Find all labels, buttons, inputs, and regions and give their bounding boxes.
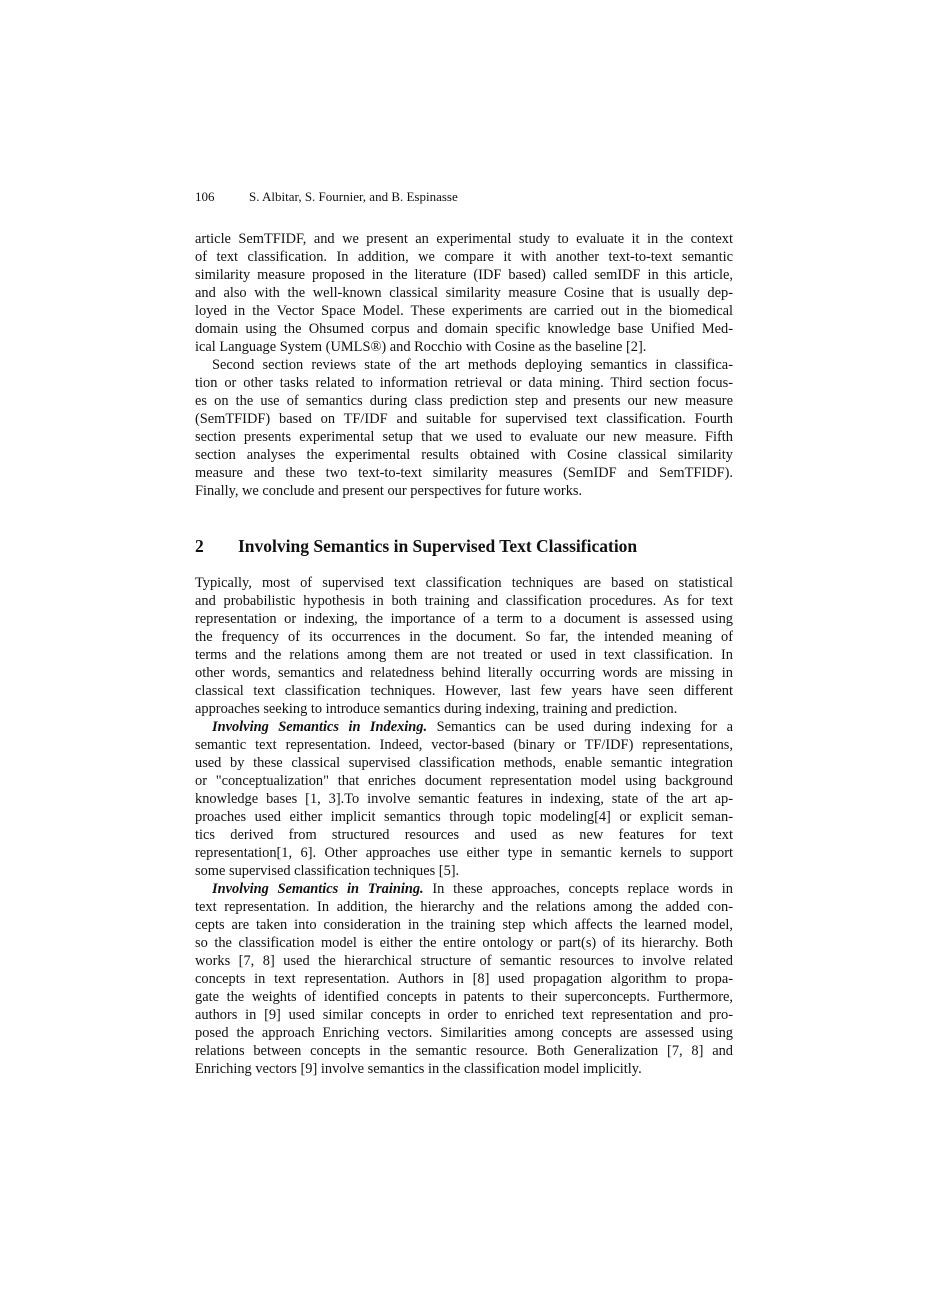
line-text: works [7, 8] used the hierarchical structure of semantic resources to involve related xyxy=(195,953,733,969)
text-line xyxy=(195,1006,733,1024)
line-text: loyed in the Vector Space Model. These experiments are carried out in the biomedical xyxy=(195,303,733,319)
text-line xyxy=(195,574,733,592)
text-line xyxy=(195,1042,733,1060)
line-text: domain using the Ohsumed corpus and domain specific knowledge base Unified Med- xyxy=(195,321,733,337)
text-line xyxy=(195,772,733,790)
line-text: knowledge bases [1, 3].To involve semantic features in indexing, state of the art ap- xyxy=(195,791,733,807)
authors: S. Albitar, S. Fournier, and B. Espinasse xyxy=(249,189,458,204)
line-text: similarity measure proposed in the literature (IDF based) called semIDF in this article, xyxy=(195,267,733,283)
paragraph xyxy=(195,880,733,1078)
page-number: 106 xyxy=(195,189,215,204)
text-line xyxy=(195,464,733,482)
line-text: concepts in text representation. Authors in [8] used propagation algorithm to propa- xyxy=(195,971,733,987)
text-line xyxy=(195,646,733,664)
text-line xyxy=(195,284,733,302)
line-text: proaches used either implicit semantics through topic modeling[4] or explicit seman- xyxy=(195,809,733,825)
paragraph xyxy=(195,356,733,500)
line-text: classical text classification techniques. However, last few years have seen different xyxy=(195,683,733,699)
paragraph xyxy=(195,230,733,356)
line-text: terms and the relations among them are not treated or used in text classification. In xyxy=(195,647,733,663)
text-line xyxy=(195,592,733,610)
line-text: and probabilistic hypothesis in both training and classification procedures. As for text xyxy=(195,593,733,609)
line-text: so the classification model is either the entire ontology or part(s) of its hierarchy. Both xyxy=(195,935,733,951)
text-line xyxy=(195,718,733,736)
text-line xyxy=(195,880,733,898)
line-text: cepts are taken into consideration in the training step which affects the learned model, xyxy=(195,917,733,933)
text-line xyxy=(195,862,733,880)
run-in-heading: Involving Semantics in Training. xyxy=(212,881,424,897)
text-line xyxy=(195,934,733,952)
text-line xyxy=(195,916,733,934)
line-text: In these approaches, concepts replace words in xyxy=(423,881,734,897)
text-line xyxy=(195,230,733,248)
line-text: Typically, most of supervised text classification techniques are based on statistical xyxy=(195,575,733,591)
text-line xyxy=(195,988,733,1006)
text-line xyxy=(195,356,733,374)
paragraph xyxy=(195,718,733,880)
line-text: approaches seeking to introduce semantics during indexing, training and prediction. xyxy=(195,701,678,717)
line-text: measure and these two text-to-text similarity measures (SemIDF and SemTFIDF). xyxy=(195,465,733,481)
line-text: or "conceptualization" that enriches document representation model using background xyxy=(195,773,733,789)
text-line xyxy=(195,320,733,338)
line-text: some supervised classification techniques [5]. xyxy=(195,863,460,879)
line-text: tics derived from structured resources and used as new features for text xyxy=(195,827,733,843)
text-line xyxy=(195,790,733,808)
line-text: es on the use of semantics during class prediction step and presents our new measure xyxy=(195,393,733,409)
section-heading xyxy=(195,535,637,557)
paragraph xyxy=(195,574,733,718)
text-line xyxy=(195,1024,733,1042)
text-line xyxy=(195,374,733,392)
line-text: representation[1, 6]. Other approaches use either type in semantic kernels to support xyxy=(195,845,733,861)
text-line xyxy=(195,898,733,916)
line-text: section analyses the experimental results obtained with Cosine classical similarity xyxy=(195,447,733,463)
line-text: Semantics can be used during indexing for a xyxy=(427,719,733,735)
text-line xyxy=(195,610,733,628)
text-line xyxy=(195,700,733,718)
line-text: relations between concepts in the semantic resource. Both Generalization [7, 8] and xyxy=(195,1043,733,1059)
line-text: text representation. In addition, the hierarchy and the relations among the added con- xyxy=(195,899,733,915)
line-text: (SemTFIDF) based on TF/IDF and suitable for supervised text classification. Fourth xyxy=(195,411,733,427)
text-line xyxy=(195,1060,733,1078)
line-text: other words, semantics and relatedness behind literally occurring words are missing in xyxy=(195,665,733,681)
intro-text-block xyxy=(195,230,733,500)
line-text: ical Language System (UMLS®) and Rocchio with Cosine as the baseline [2]. xyxy=(195,339,647,355)
text-line xyxy=(195,266,733,284)
line-text: tion or other tasks related to information retrieval or data mining. Third section focus- xyxy=(195,375,733,391)
line-text: Enriching vectors [9] involve semantics in the classification model implicitly. xyxy=(195,1061,642,1077)
text-line xyxy=(195,392,733,410)
text-line xyxy=(195,338,733,356)
section-title: Involving Semantics in Supervised Text Classification xyxy=(238,536,638,556)
line-text: section presents experimental setup that we used to evaluate our new measure. Fifth xyxy=(195,429,733,445)
text-line xyxy=(195,664,733,682)
line-text: posed the approach Enriching vectors. Similarities among concepts are assessed using xyxy=(195,1025,733,1041)
text-line xyxy=(195,446,733,464)
text-line xyxy=(195,302,733,320)
text-line xyxy=(195,844,733,862)
text-line xyxy=(195,736,733,754)
section-2-text-block xyxy=(195,574,733,1078)
text-line xyxy=(195,628,733,646)
line-text: Finally, we conclude and present our perspectives for future works. xyxy=(195,483,583,499)
running-head xyxy=(195,188,458,206)
section-number: 2 xyxy=(195,536,204,556)
line-text: of text classification. In addition, we compare it with another text-to-text semantic xyxy=(195,249,733,265)
text-line xyxy=(195,970,733,988)
line-text: and also with the well-known classical similarity measure Cosine that is usually dep- xyxy=(195,285,733,301)
line-text: the frequency of its occurrences in the document. So far, the intended meaning of xyxy=(195,629,733,645)
text-line xyxy=(195,482,733,500)
line-text: gate the weights of identified concepts in patents to their superconcepts. Furthermore, xyxy=(195,989,733,1005)
text-line xyxy=(195,808,733,826)
line-text: article SemTFIDF, and we present an experimental study to evaluate it in the context xyxy=(195,231,733,247)
text-line xyxy=(195,952,733,970)
line-text: semantic text representation. Indeed, vector-based (binary or TF/IDF) representations, xyxy=(195,737,733,753)
text-line xyxy=(195,248,733,266)
run-in-heading: Involving Semantics in Indexing. xyxy=(212,719,428,735)
text-line xyxy=(195,682,733,700)
line-text: authors in [9] used similar concepts in order to enriched text representation and pro- xyxy=(195,1007,733,1023)
line-text: representation or indexing, the importance of a term to a document is assessed using xyxy=(195,611,733,627)
text-line xyxy=(195,754,733,772)
line-text: used by these classical supervised classification methods, enable semantic integration xyxy=(195,755,733,771)
text-line xyxy=(195,826,733,844)
text-line xyxy=(195,428,733,446)
text-line xyxy=(195,410,733,428)
line-text: Second section reviews state of the art methods deploying semantics in classifica- xyxy=(212,357,733,373)
